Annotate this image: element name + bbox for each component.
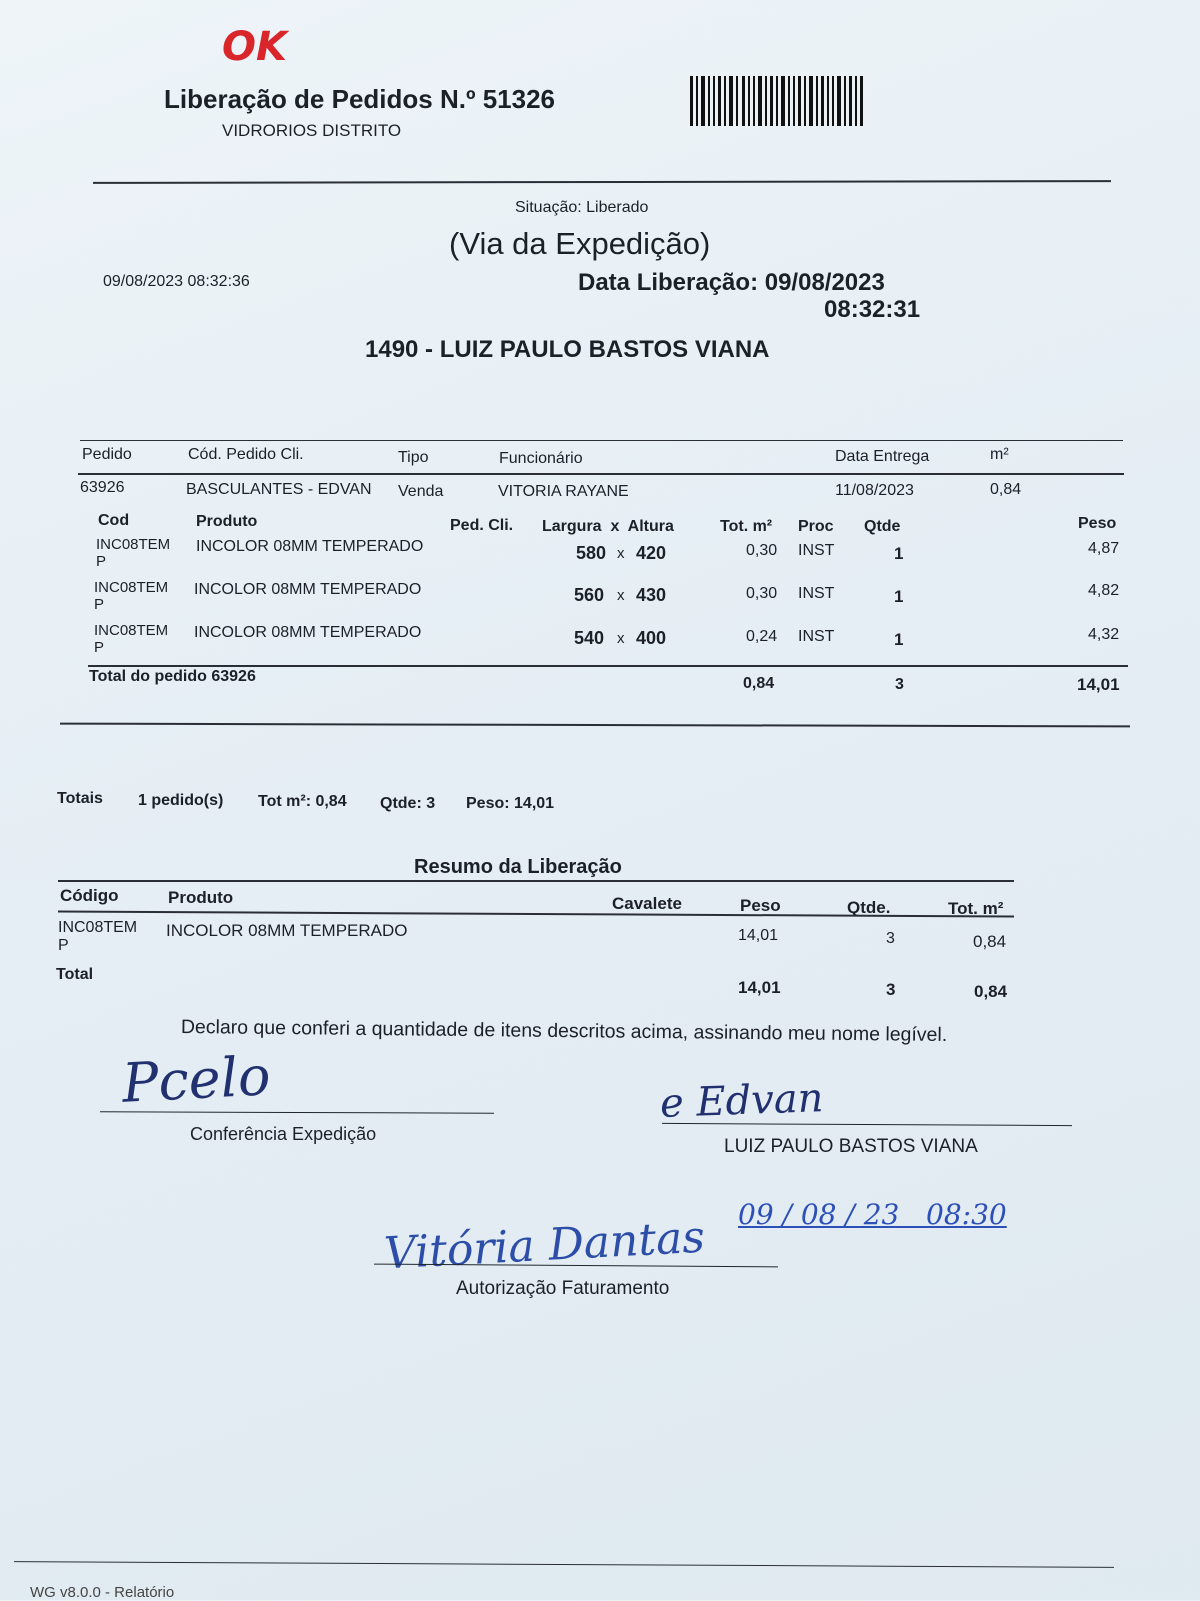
item-proc: INST — [798, 585, 835, 602]
item-produto: INCOLOR 08MM TEMPERADO — [194, 581, 422, 598]
cliente-nome: 1490 - LUIZ PAULO BASTOS VIANA — [365, 336, 770, 363]
item-cod-suffix: P — [94, 596, 105, 613]
total-pedido-rule — [88, 665, 1128, 667]
situacao: Situação: Liberado — [515, 199, 649, 216]
item-largura: 540 — [574, 628, 605, 648]
data-liberacao: Data Liberação: 09/08/2023 — [578, 269, 885, 296]
col-data-entrega: Data Entrega — [835, 448, 930, 465]
pedido-header-rule — [78, 473, 1124, 475]
item-altura: 400 — [636, 628, 667, 648]
col-funcionario: Funcionário — [499, 450, 583, 467]
signature-autorizacao: Vitória Dantas — [382, 1211, 707, 1280]
handwritten-ok: OK — [222, 24, 287, 70]
resumo-top-rule — [58, 880, 1014, 882]
pedido-m2: 0,84 — [990, 481, 1022, 498]
item-qtde: 1 — [894, 587, 904, 606]
item-largura: 580 — [576, 543, 607, 563]
document-title: Liberação de Pedidos N.º 51326 — [164, 84, 555, 114]
section-divider — [60, 723, 1130, 728]
barcode — [690, 76, 870, 126]
items-col-cod: Cod — [98, 512, 130, 529]
print-timestamp: 09/08/2023 08:32:36 — [103, 273, 250, 290]
item-altura: 430 — [636, 585, 667, 605]
item-peso: 4,32 — [1088, 626, 1120, 643]
items-col-proc: Proc — [798, 518, 834, 535]
pedido-cod-cli: BASCULANTES - EDVAN — [186, 481, 372, 498]
declaracao: Declaro que conferi a quantidade de itens descritos acima, assinando meu nome legível. — [180, 1016, 948, 1047]
col-m2: m² — [990, 446, 1009, 463]
resumo-total-peso: 14,01 — [738, 978, 781, 997]
resumo-col-peso: Peso — [740, 896, 781, 915]
resumo-cod-suffix: P — [58, 937, 69, 954]
signature-line-conferencia — [100, 1111, 494, 1113]
totais-qtde: Qtde: 3 — [380, 795, 436, 812]
items-col-produto: Produto — [196, 513, 258, 530]
item-tot-m2: 0,30 — [746, 585, 778, 602]
total-pedido-label: Total do pedido 63926 — [89, 668, 256, 685]
item-qtde: 1 — [894, 544, 904, 563]
pedido-top-rule — [80, 440, 1123, 441]
item-peso: 4,87 — [1088, 540, 1120, 557]
resumo-total-tot-m2: 0,84 — [974, 982, 1008, 1001]
totais-tot-m2: Tot m²: 0,84 — [258, 793, 347, 810]
resumo-qtde: 3 — [886, 930, 895, 947]
autorizacao-label: Autorização Faturamento — [456, 1278, 670, 1299]
item-cod-suffix: P — [96, 553, 107, 570]
resumo-peso: 14,01 — [738, 927, 779, 944]
totais-label: Totais — [57, 790, 103, 807]
resumo-tot-m2: 0,84 — [973, 932, 1007, 951]
resumo-title: Resumo da Liberação — [414, 856, 622, 878]
resumo-total-qtde: 3 — [886, 980, 896, 999]
resumo-col-qtde: Qtde. — [847, 898, 891, 917]
item-produto: INCOLOR 08MM TEMPERADO — [196, 538, 424, 555]
item-x: x — [617, 587, 625, 604]
pedido-tipo: Venda — [398, 483, 444, 500]
resumo-col-codigo: Código — [60, 886, 119, 905]
item-altura: 420 — [636, 543, 667, 563]
item-largura: 560 — [574, 585, 605, 605]
item-qtde: 1 — [894, 630, 904, 649]
signature-conferencia: Pcelo — [120, 1044, 272, 1115]
totais-pedidos: 1 pedido(s) — [138, 792, 224, 809]
via-expedicao: (Via da Expedição) — [449, 226, 711, 261]
resumo-col-produto: Produto — [168, 888, 234, 907]
footer-text: WG v8.0.0 - Relatório — [30, 1584, 175, 1601]
item-tot-m2: 0,30 — [746, 542, 778, 559]
item-cod: INC08TEM — [94, 622, 169, 639]
total-pedido-qtde: 3 — [895, 676, 904, 693]
item-peso: 4,82 — [1088, 582, 1120, 599]
col-tipo: Tipo — [398, 449, 429, 466]
hora-liberacao: 08:32:31 — [824, 296, 921, 323]
items-col-largura-altura: Largura x Altura — [542, 518, 674, 535]
item-cod: INC08TEM — [94, 579, 169, 596]
item-cod-suffix: P — [94, 639, 105, 656]
pedido-data-entrega: 11/08/2023 — [835, 482, 914, 499]
pedido-numero: 63926 — [80, 479, 125, 496]
conferencia-label: Conferência Expedição — [190, 1124, 377, 1144]
item-proc: INST — [798, 628, 835, 645]
total-pedido-tot-m2: 0,84 — [743, 675, 775, 692]
item-proc: INST — [798, 542, 835, 559]
item-tot-m2: 0,24 — [746, 628, 778, 645]
resumo-cod: INC08TEM — [58, 919, 138, 936]
pedido-funcionario: VITORIA RAYANE — [498, 483, 629, 500]
signature-cliente: e Edvan — [659, 1075, 825, 1127]
footer-rule — [14, 1561, 1114, 1568]
header-divider — [93, 180, 1111, 184]
item-produto: INCOLOR 08MM TEMPERADO — [194, 624, 422, 641]
resumo-col-cavalete: Cavalete — [612, 894, 682, 913]
items-col-qtde: Qtde — [864, 518, 901, 535]
handwritten-date: 09 / 08 / 23 08:30 — [738, 1198, 1007, 1231]
col-cod-pedido-cli: Cód. Pedido Cli. — [188, 446, 304, 463]
totais-peso: Peso: 14,01 — [466, 795, 555, 812]
resumo-col-tot-m2: Tot. m² — [948, 899, 1004, 918]
items-col-peso: Peso — [1078, 515, 1117, 532]
company-name: VIDRORIOS DISTRITO — [222, 121, 402, 140]
resumo-produto: INCOLOR 08MM TEMPERADO — [166, 921, 408, 940]
item-cod: INC08TEM — [96, 536, 171, 553]
total-pedido-peso: 14,01 — [1077, 675, 1120, 694]
item-x: x — [617, 545, 625, 562]
resumo-total-label: Total — [56, 966, 94, 983]
item-x: x — [617, 630, 625, 647]
col-pedido: Pedido — [82, 446, 132, 463]
cliente-label: LUIZ PAULO BASTOS VIANA — [724, 1136, 978, 1157]
items-col-tot-m2: Tot. m² — [720, 518, 773, 535]
items-col-ped-cli: Ped. Cli. — [450, 517, 514, 534]
